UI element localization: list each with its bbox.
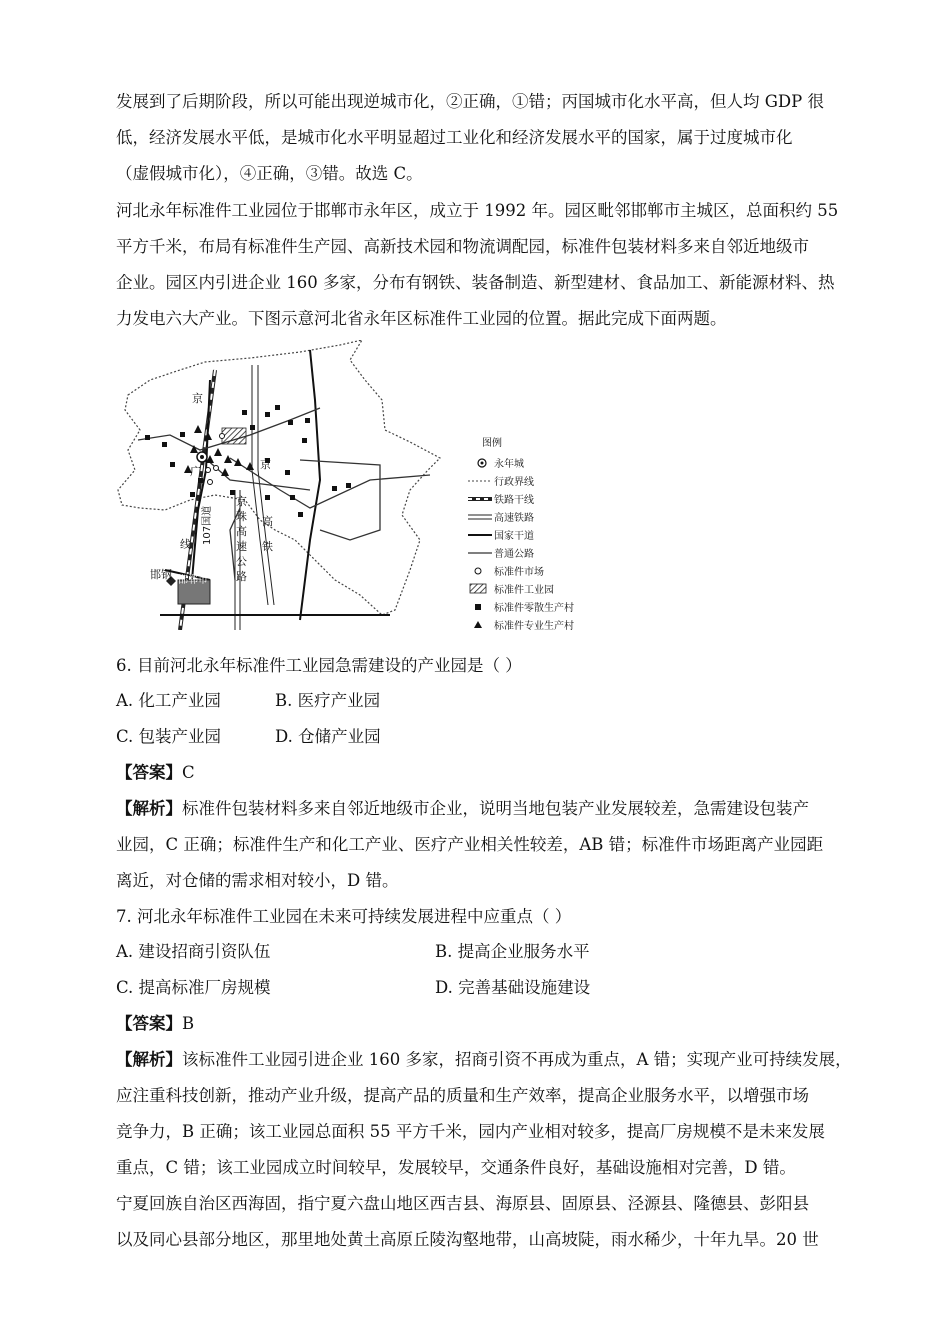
map-label-jing2: 京 <box>236 495 247 508</box>
text-line: 企业。园区内引进企业 160 多家，分布有钢铁、装备制造、新型建材、食品加工、新能源材料、热 <box>116 273 835 292</box>
text-line: 力发电六大产业。下图示意河北省永年区标准件工业园的位置。据此完成下面两题。 <box>116 309 727 328</box>
legend-item-label: 高速铁路 <box>494 513 534 524</box>
map-label-tie: 铁 <box>262 540 273 553</box>
answer-tag: 【答案】 <box>116 763 182 782</box>
q7-option-a[interactable]: A. 建设招商引资队伍 <box>116 942 271 961</box>
q6-option-a[interactable]: A. 化工产业园 <box>116 691 221 710</box>
q6-option-c[interactable]: C. 包装产业园 <box>116 727 222 746</box>
location-map <box>110 340 590 630</box>
filled-triangle-icon <box>474 621 482 628</box>
q7-answer-line <box>116 1013 841 1035</box>
map-label-lu: 路 <box>236 570 247 583</box>
map-label-gao2: 高 <box>262 515 273 528</box>
hollow-circle-icon <box>475 568 481 574</box>
national-road <box>300 350 320 620</box>
legend-item-label: 普通公路 <box>494 549 534 560</box>
analysis-tag: 【解析】 <box>116 1050 182 1069</box>
map-label-handan-city: 邯郸市 <box>178 575 208 586</box>
q6-answer-line <box>116 762 841 784</box>
analysis-tag: 【解析】 <box>116 799 182 818</box>
q6-stem: 6. 目前河北永年标准件工业园急需建设的产业园是（ ） <box>116 656 522 675</box>
q7-option-c[interactable]: C. 提高标准厂房规模 <box>116 978 271 997</box>
q7-analysis-line <box>116 1049 852 1071</box>
text-line: 宁夏回族自治区西海固，指宁夏六盘山地区西吉县、海原县、固原县、泾源县、隆德县、彭阳县 <box>116 1194 809 1213</box>
map-label-gao: 高 <box>236 525 247 538</box>
q6-analysis-line: 离近，对仓储的需求相对较小，D 错。 <box>116 871 399 890</box>
map-label-handan-gang: 邯钢 <box>150 568 172 581</box>
analysis-text: 标准件包装材料多来自邻近地级市企业，说明当地包装产业发展较差，急需建设包装产 <box>182 799 809 818</box>
text-line: 平方千米，布局有标准件生产园、高新技术园和物流调配园，标准件包装材料多来自邻近地级市 <box>116 237 809 256</box>
answer-value: B <box>182 1014 195 1033</box>
q7-stem: 7. 河北永年标准件工业园在未来可持续发展进程中应重点（ ） <box>116 907 572 926</box>
q7-analysis-line: 重点，C 错；该工业园成立时间较早，发展较早，交通条件良好，基础设施相对完善，D 错。 <box>116 1158 796 1177</box>
hatched-area-icon <box>470 584 486 593</box>
map-label-su: 速 <box>236 540 247 553</box>
industrial-park-area <box>222 428 246 444</box>
legend-item-label: 标准件零散生产村 <box>494 603 574 614</box>
text-line: 以及同心县部分地区，那里地处黄土高原丘陵沟壑地带，山高坡陡，雨水稀少，十年九旱。20 世 <box>116 1230 819 1249</box>
map-label-jing-right: 京 <box>260 458 271 471</box>
answer-value: C <box>182 763 195 782</box>
legend-item-label: 永年城 <box>494 459 524 470</box>
legend-item-label: 行政界线 <box>494 477 534 488</box>
q7-option-d[interactable]: D. 完善基础设施建设 <box>435 978 591 997</box>
q6-analysis-line: 业园，C 正确；标准件生产和化工产业、医疗产业相关性较差，AB 错；标准件市场距离产业园距 <box>116 835 824 854</box>
legend-item-label: 标准件工业园 <box>494 585 554 596</box>
yongnian-city-marker <box>197 452 207 462</box>
text-line: 发展到了后期阶段，所以可能出现逆城市化，②正确，①错；丙国城市化水平高，但人均 GDP 很 <box>116 92 825 111</box>
legend-item-label: 标准件专业生产村 <box>494 621 574 630</box>
map-label-gong: 公 <box>236 555 247 568</box>
q7-option-b[interactable]: B. 提高企业服务水平 <box>435 942 590 961</box>
filled-square-icon <box>475 604 481 610</box>
map-label-zhu: 珠 <box>236 510 247 523</box>
map-label-xian: 线 <box>180 538 191 551</box>
q6-option-b[interactable]: B. 医疗产业园 <box>275 691 381 710</box>
map-label-guang: 广 <box>190 465 201 478</box>
map-label-jing-left: 京 <box>192 392 203 405</box>
q7-analysis-line: 应注重科技创新，推动产业升级，提高产品的质量和生产效率，提高企业服务水平，以增强市场 <box>116 1086 809 1105</box>
legend-item-label: 国家干道 <box>494 531 534 542</box>
text-line: 低，经济发展水平低，是城市化水平明显超过工业化和经济发展水平的国家，属于过度城市化 <box>116 128 793 147</box>
answer-tag: 【答案】 <box>116 1014 182 1033</box>
legend-title: 图例 <box>482 438 502 449</box>
analysis-text: 该标准件工业园引进企业 160 多家，招商引资不再成为重点，A 错；实现产业可持续发展， <box>182 1050 852 1069</box>
map-label-road107: 107国道 <box>202 505 213 545</box>
q6-analysis-line <box>116 798 841 820</box>
legend-item-label: 铁路干线 <box>494 495 534 506</box>
q7-analysis-line: 竞争力，B 正确；该工业园总面积 55 平方千米，园内产业相对较多，提高厂房规模不是未来发展 <box>116 1122 825 1141</box>
text-line: （虚假城市化），④正确，③错。故选 C。 <box>116 164 423 183</box>
text-line: 河北永年标准件工业园位于邯郸市永年区，成立于 1992 年。园区毗邻邯郸市主城区，总面积约 55 <box>116 201 839 220</box>
legend-item-label: 标准件市场 <box>494 567 544 578</box>
q6-option-d[interactable]: D. 仓储产业园 <box>275 727 381 746</box>
map-legend <box>468 436 574 630</box>
